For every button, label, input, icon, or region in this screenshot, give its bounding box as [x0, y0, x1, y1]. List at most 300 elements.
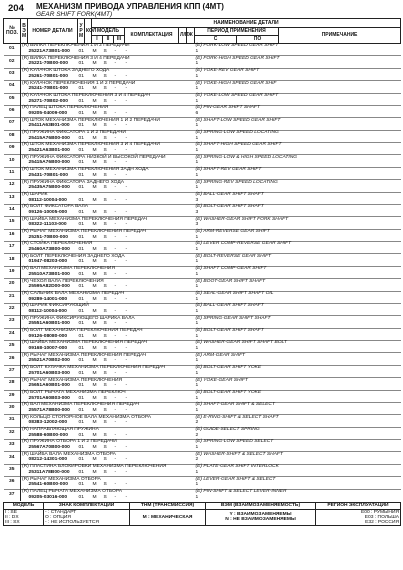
row-name-en: (E) PIN-SHIFT & SELECT LEVER-INNER: [195, 489, 401, 495]
row-kit: -: [125, 197, 128, 203]
row-position: 17: [4, 242, 21, 254]
row-model-1: M: [92, 420, 97, 426]
row-model-2: S: [103, 494, 107, 500]
row-position: 26: [4, 353, 21, 365]
row-model-2: S: [103, 61, 107, 67]
row-qty: 1: [195, 172, 199, 178]
row-position: 24: [4, 328, 21, 340]
row-name-ru: (R) САЛЬНИК ВАЛА МЕХАНИЗМА ПЕРЕДАЧ: [21, 291, 179, 297]
header-pos: № ПОЗ.: [4, 19, 21, 44]
row-name-en: (E) SHAFT-HIGH SPEED GEAR SHIFT: [195, 143, 401, 149]
row-name-en: (E) BOOT-GEAR SHIFT SHAFT: [195, 279, 401, 285]
row-model-3: -: [114, 494, 117, 500]
row-name-en: (E) ARM-GEAR SHIFT: [195, 353, 401, 359]
row-model-3: -: [114, 110, 117, 116]
header-from: С: [195, 36, 237, 44]
row-model-1: M: [92, 308, 97, 314]
row-qty: 2: [195, 420, 199, 426]
row-urm: 01: [78, 469, 84, 475]
row-model-1: M: [92, 469, 97, 475]
row-name-ru: (R) БОЛТ ПЕРЕКЛЮЧЕНИЯ ЗАДНЕГО ХОДА: [21, 254, 179, 260]
page-subtitle: GEAR SHIFT FORK(4MT): [36, 11, 113, 18]
header-model-3: III: [114, 36, 125, 44]
row-part-number: 25571A78B00-000: [28, 407, 70, 413]
row-model-1: M: [92, 407, 97, 413]
row-kit: -: [125, 271, 128, 277]
parts-rows: [4, 44, 401, 501]
row-position: 33: [4, 440, 21, 452]
row-qty: 2: [195, 432, 199, 438]
row-position: 35: [4, 464, 21, 476]
row-model-3: -: [114, 383, 117, 389]
row-model-1: M: [92, 123, 97, 129]
row-urm: 01: [78, 333, 84, 339]
row-name-en: (E) BOLT-GEAR SHIFT YOKE: [195, 365, 401, 371]
row-urm: 01: [78, 321, 84, 327]
header-vem: В Э М: [21, 19, 28, 44]
row-urm: 01: [78, 185, 84, 191]
row-name-ru: (R) РЫЧАГ МЕХАНИЗМА ПЕРЕКЛЮЧЕНИЯ: [21, 378, 179, 384]
header-note: ПРИМЕЧАНИЕ: [279, 28, 401, 44]
row-part-number: 25421A63B01-000: [28, 148, 70, 154]
row-kit: -: [125, 383, 128, 389]
row-model-3: -: [114, 271, 117, 277]
row-name-ru: (R) ВИЛКА ПЕРЕКЛЮЧЕНИЯ 1 И 2 ПЕРЕДАЧИ: [21, 44, 179, 50]
row-qty: 1: [195, 296, 199, 302]
row-position: 20: [4, 279, 21, 291]
row-urm: 01: [78, 160, 84, 166]
row-urm: 01: [78, 148, 84, 154]
row-name-ru: (R) ШАЙБА МЕХАНИЗМА ПЕРЕКЛЮЧЕНИЯ ПЕРЕДАЧ: [21, 217, 179, 223]
row-position: 23: [4, 316, 21, 328]
row-urm: 01: [78, 123, 84, 129]
row-model-2: S: [103, 123, 107, 129]
row-kit: -: [125, 370, 128, 376]
row-name-ru: (R) КУЛАЧОК ШТОКА ПЕРЕКЛЮЧЕНИЯ 3 И 4 ПЕРЕДАЧ: [21, 93, 179, 99]
row-model-1: M: [92, 73, 97, 79]
row-urm: 01: [78, 234, 84, 240]
row-name-en: (E) E-RING-SHIFT & SELECT SHAFT: [195, 415, 401, 421]
row-model-3: -: [114, 407, 117, 413]
row-name-en: (E) SHAFT-LOW SPEED GEAR SHIFT: [195, 118, 401, 124]
row-name-ru: (R) БОЛТ РЫЧАГА МЕХАНИЗМА ПЕРЕКЛЮЧ: [21, 390, 179, 396]
row-model-2: S: [103, 209, 107, 215]
page-number: 204: [8, 3, 24, 14]
row-model-3: -: [114, 86, 117, 92]
row-name-ru: (R) КУЛАЧОК ПЕРЕКЛЮЧЕНИЯ 1 И 2 ПЕРЕДАЧИ: [21, 81, 179, 87]
row-position: 07: [4, 118, 21, 130]
row-qty: 1: [195, 271, 199, 277]
row-model-1: M: [92, 185, 97, 191]
row-name-en: (E) YOKE-REV GEAR SHIFT: [195, 68, 401, 74]
row-position: 03: [4, 68, 21, 80]
row-qty: 1: [195, 98, 199, 104]
row-qty: 1: [195, 259, 199, 265]
row-qty: 1: [195, 482, 199, 488]
header-model-2: II: [103, 36, 114, 44]
row-urm: 01: [78, 420, 84, 426]
row-model-1: M: [92, 222, 97, 228]
row-name-en: (E) GUIDE-SELECT SPRING: [195, 427, 401, 433]
row-model-2: S: [103, 222, 107, 228]
row-model-2: S: [103, 358, 107, 364]
row-kit: -: [125, 407, 128, 413]
row-position: 05: [4, 93, 21, 105]
row-model-3: -: [114, 358, 117, 364]
row-model-1: M: [92, 346, 97, 352]
row-model-1: M: [92, 197, 97, 203]
row-part-number: 25567A70B00-000: [28, 445, 70, 451]
row-name-ru: (R) ПРУЖИНА ФИКСАТОРА НИЗКОЙ И ВЫСОКОЙ ПЕРЕДАЧИ: [21, 155, 179, 161]
legend-header-kit: ЗНАК КОМПЛЕКТАЦИИ: [44, 502, 130, 509]
row-kit: -: [125, 432, 128, 438]
row-model-1: M: [92, 358, 97, 364]
row-name-ru: (R) ПРУЖИНА ФИКСИРУЮЩЕГО ШАРИКА ВАЛА: [21, 316, 179, 322]
row-model-1: M: [92, 209, 97, 215]
page-title: МЕХАНИЗМ ПРИВОДА УПРАВЛЕНИЯ КПП (4МТ): [36, 2, 224, 11]
row-urm: 01: [78, 271, 84, 277]
row-position: 14: [4, 204, 21, 216]
row-position: 13: [4, 192, 21, 204]
row-part-number: 25595A82D00-000: [28, 284, 70, 290]
row-model-3: -: [114, 61, 117, 67]
row-model-3: -: [114, 222, 117, 228]
row-part-number: 09126-08080-000: [28, 333, 68, 339]
row-urm: 01: [78, 308, 84, 314]
row-kit: -: [125, 123, 128, 129]
row-model-2: S: [103, 407, 107, 413]
row-name-ru: (R) ПЛАСТИНА БЛОКИРОВКИ МЕХАНИЗМА ПЕРЕКЛЮЧЕНИЯ: [21, 464, 179, 470]
row-qty: 1: [195, 308, 199, 314]
row-name-en: (E) PIN-GEAR SHIFT SHAFT: [195, 105, 401, 111]
row-part-number: 25431-70B01-000: [28, 172, 68, 178]
row-position: 02: [4, 56, 21, 68]
legend-models: I : SE II : DX III : SX: [4, 509, 44, 525]
row-position: 29: [4, 390, 21, 402]
row-urm: 01: [78, 494, 84, 500]
row-model-2: S: [103, 98, 107, 104]
row-model-1: M: [92, 296, 97, 302]
row-part-number: 25701A60B03-000: [28, 395, 70, 401]
row-qty: 2: [195, 457, 199, 463]
row-model-2: S: [103, 172, 107, 178]
row-qty: 1: [195, 61, 199, 67]
row-name-en: (E) ARM-REVERSE GEAR SHIFT: [195, 229, 401, 235]
row-part-number: 25261-70B01-000: [28, 73, 68, 79]
row-urm: 01: [78, 284, 84, 290]
header-description: НАИМЕНОВАНИЕ ДЕТАЛИ: [92, 19, 401, 28]
row-position: 28: [4, 378, 21, 390]
row-qty: 3: [195, 209, 199, 215]
row-model-2: S: [103, 49, 107, 55]
row-position: 25: [4, 341, 21, 353]
row-model-3: -: [114, 135, 117, 141]
row-kit: -: [125, 296, 128, 302]
row-qty: 1: [195, 333, 199, 339]
row-part-number: 25521A70B02-000: [28, 358, 70, 364]
row-part-number: 09289-14001-000: [28, 296, 68, 302]
row-kit: -: [125, 73, 128, 79]
row-urm: 01: [78, 222, 84, 228]
row-name-en: (E) SPRING-REV SPEED LOCATING: [195, 180, 401, 186]
row-model-1: M: [92, 321, 97, 327]
row-name-en: (E) WASHER-GEAR SHIFT FORK SHAFT: [195, 217, 401, 223]
legend-header-interchange: ВЭМ (ВЗАИМОЗАМЕНЯЕМОСТЬ): [206, 502, 316, 509]
row-qty: 1: [195, 346, 199, 352]
row-qty: 1: [195, 234, 199, 240]
row-kit: -: [125, 234, 128, 240]
row-urm: 01: [78, 259, 84, 265]
row-model-3: -: [114, 172, 117, 178]
row-name-ru: (R) РЫЧАГ МЕХАНИЗМА ПЕРЕКЛЮЧЕНИЯ ПЕРЕДАЧ: [21, 229, 179, 235]
legend-table: [3, 502, 401, 526]
row-part-number: 25588-60B00-000: [28, 432, 68, 438]
row-urm: 01: [78, 135, 84, 141]
row-urm: 01: [78, 296, 84, 302]
row-name-ru: (R) БОЛТ КУЛАЧКА МЕХАНИЗМА ПЕРЕКЛЮЧЕНИЯ ПЕРЕДАЧ: [21, 365, 179, 371]
row-name-ru: (R) КОЛЬЦО СТОПОРНОЕ ВАЛА МЕХАНИЗМА ОТБОРА: [21, 415, 179, 421]
row-qty: 1: [195, 407, 199, 413]
row-model-1: M: [92, 234, 97, 240]
row-part-number: 08112-10004-000: [28, 308, 67, 314]
header-lr: Л/П: [179, 28, 187, 44]
row-qty: 1: [195, 321, 199, 327]
row-model-2: S: [103, 271, 107, 277]
row-part-number: 25411A63B01-000: [28, 123, 70, 129]
legend-regions: E00 : РУМЫНИЯ E03 : ПОЛЬША E32 : РОССИЯ: [316, 509, 401, 525]
row-position: 19: [4, 266, 21, 278]
row-model-3: -: [114, 209, 117, 215]
row-urm: 01: [78, 61, 84, 67]
row-model-1: M: [92, 333, 97, 339]
row-part-number: 09205-04009-000: [28, 110, 68, 116]
row-part-number: 25221-70B00-000: [28, 61, 68, 67]
row-model-1: M: [92, 86, 97, 92]
row-part-number: 01947-08203-000: [28, 259, 68, 265]
row-model-2: S: [103, 457, 107, 463]
row-qty: 1: [195, 160, 199, 166]
row-urm: 01: [78, 197, 84, 203]
row-name-ru: (R) РЫЧАГ МЕХАНИЗМА ОТБОРА: [21, 477, 179, 483]
row-part-number: 25241-70B01-000: [28, 86, 68, 92]
row-model-3: -: [114, 432, 117, 438]
row-name-ru: (R) ПРУЖИНА ФИКСАТОРА ЗАДНЕГО ХОДА: [21, 180, 179, 186]
row-part-number: 25651A60B01-000: [28, 383, 70, 389]
row-urm: 01: [78, 98, 84, 104]
row-urm: 01: [78, 383, 84, 389]
row-model-3: -: [114, 370, 117, 376]
header-part-number: НОМЕР ДЕТАЛИ: [28, 19, 78, 44]
row-model-3: -: [114, 420, 117, 426]
row-name-ru: (R) НАПРАВЛЯЮЩАЯ ПРУЖИНА: [21, 427, 179, 433]
row-model-2: S: [103, 333, 107, 339]
row-model-2: S: [103, 482, 107, 488]
row-kit: -: [125, 395, 128, 401]
row-part-number: 25435A75B00-000: [28, 185, 70, 191]
row-model-1: M: [92, 284, 97, 290]
row-model-2: S: [103, 321, 107, 327]
row-kit: -: [125, 49, 128, 55]
row-position: 18: [4, 254, 21, 266]
row-qty: 1: [195, 86, 199, 92]
row-name-ru: (R) ШАРИК ФИКСИРУЮЩИЙ: [21, 303, 179, 309]
row-model-1: M: [92, 135, 97, 141]
row-model-1: M: [92, 445, 97, 451]
row-model-2: S: [103, 395, 107, 401]
row-model-2: S: [103, 185, 107, 191]
row-model-2: S: [103, 110, 107, 116]
row-name-en: (E) SPRING-LOW SPEED SELECT: [195, 440, 401, 446]
row-part-number: 25701A60B03-000: [28, 370, 70, 376]
legend-header-model: МОДЕЛЬ: [4, 502, 44, 509]
row-model-1: M: [92, 395, 97, 401]
row-model-3: -: [114, 308, 117, 314]
row-name-en: (E) BOLT-GEAR SHIFT SHAFT: [195, 204, 401, 210]
row-name-ru: (R) ПАЛЕЦ ШТОКА ПЕРЕКЛЮЧЕНИЯ: [21, 105, 179, 111]
row-model-1: M: [92, 49, 97, 55]
row-part-number: 25221A73B01-000: [28, 49, 70, 55]
row-kit: -: [125, 333, 128, 339]
row-kit: -: [125, 135, 128, 141]
row-urm: 01: [78, 247, 84, 253]
row-model-2: S: [103, 469, 107, 475]
row-name-en: (E) YOKE-HIGH SPEED GEAR SHIF: [195, 81, 401, 87]
row-position: 34: [4, 452, 21, 464]
parts-sheet: [3, 18, 400, 566]
row-part-number: 09126-10005-000: [28, 209, 68, 215]
row-model-1: M: [92, 432, 97, 438]
row-position: 36: [4, 477, 21, 489]
row-kit: -: [125, 346, 128, 352]
row-qty: 1: [195, 247, 199, 253]
row-model-3: -: [114, 98, 117, 104]
table-row-detail: [4, 495, 401, 501]
row-kit: -: [125, 209, 128, 215]
row-position: 15: [4, 217, 21, 229]
row-urm: 01: [78, 209, 84, 215]
row-model-3: -: [114, 457, 117, 463]
row-qty: 1: [195, 445, 199, 451]
row-kit: -: [125, 321, 128, 327]
row-part-number: 25541-60B00-000: [28, 482, 68, 488]
row-name-en: (E) SEAL-GEAR SHIFT SHAFT OIL: [195, 291, 401, 297]
row-position: 32: [4, 427, 21, 439]
row-name-en: (E) BOLT-REVERSE GEAR SHIFT: [195, 254, 401, 260]
row-position: 09: [4, 143, 21, 155]
row-position: 04: [4, 81, 21, 93]
row-kit: -: [125, 494, 128, 500]
row-name-en: (E) SPRING-LOW & HIGH SPEED LOCATING: [195, 155, 401, 161]
row-model-3: -: [114, 197, 117, 203]
row-model-2: S: [103, 420, 107, 426]
row-qty: 1: [195, 358, 199, 364]
row-name-en: (E) WASHER-GEAR SHIFT SHAFT BOLT: [195, 341, 401, 347]
row-model-2: S: [103, 432, 107, 438]
row-kit: -: [125, 160, 128, 166]
row-model-2: S: [103, 135, 107, 141]
row-urm: 01: [78, 86, 84, 92]
row-qty: 1: [195, 494, 199, 500]
row-name-en: (E) YOKE-LOW SPEED GEAR SHIFT: [195, 93, 401, 99]
row-qty: 1: [195, 123, 199, 129]
row-name-ru: (R) ВАЛ МЕХАНИЗМА ПЕРЕКЛЮЧЕНИЯ: [21, 266, 179, 272]
row-model-3: -: [114, 284, 117, 290]
header-gear: Ж: [187, 28, 195, 44]
row-model-2: S: [103, 234, 107, 240]
row-model-3: -: [114, 445, 117, 451]
row-kit: -: [125, 469, 128, 475]
row-qty: 1: [195, 383, 199, 389]
row-kit: -: [125, 445, 128, 451]
row-name-en: (E) FORK-LOW SPEED GEAR SHIFT: [195, 44, 401, 50]
row-qty: 1: [195, 185, 199, 191]
row-model-1: M: [92, 370, 97, 376]
row-name-ru: (R) ШТОК МЕХАНИЗМА ПЕРЕКЛЮЧЕНИЯ 1 И 2 ПЕРЕДАЧИ: [21, 118, 179, 124]
row-name-en: (E) BOLT-GEAR SHIFT SHAFT: [195, 328, 401, 334]
row-position: 10: [4, 155, 21, 167]
row-qty: 1: [195, 395, 199, 401]
row-name-ru: (R) ШАЙБА ВАЛА МЕХАНИЗМА ОТБОРА: [21, 452, 179, 458]
row-model-3: -: [114, 247, 117, 253]
row-name-en: (E) SHAFT COMP-GEAR SHIFT: [195, 266, 401, 272]
header-model: МОДЕЛЬ: [92, 28, 125, 36]
row-urm: 01: [78, 49, 84, 55]
row-model-1: M: [92, 172, 97, 178]
row-model-2: S: [103, 148, 107, 154]
row-model-1: M: [92, 457, 97, 463]
row-model-1: M: [92, 259, 97, 265]
row-model-1: M: [92, 148, 97, 154]
header-kit: КОМПЛЕКТАЦИЯ: [125, 28, 179, 44]
row-name-ru: (R) ШТОК МЕХАНИЗМА ПЕРЕКЛЮЧЕНИЯ 3 И 4 ПЕРЕДАЧИ: [21, 143, 179, 149]
row-position: 22: [4, 303, 21, 315]
row-kit: -: [125, 308, 128, 314]
row-model-3: -: [114, 160, 117, 166]
row-part-number: 25460A73B00-000: [28, 247, 70, 253]
row-model-1: M: [92, 110, 97, 116]
row-name-ru: (R) БОЛТ ФИКСАТОРА ВАЛА: [21, 204, 179, 210]
row-kit: -: [125, 98, 128, 104]
row-model-3: -: [114, 395, 117, 401]
row-kit: -: [125, 110, 128, 116]
row-kit: -: [125, 185, 128, 191]
row-name-en: (E) BOLT-GEAR SHIFT YOKE: [195, 390, 401, 396]
row-kit: -: [125, 284, 128, 290]
row-name-en: (E) SHAFT-REV GEAR SHIFT: [195, 167, 401, 173]
row-model-3: -: [114, 333, 117, 339]
row-qty: 1: [195, 73, 199, 79]
row-position: 21: [4, 291, 21, 303]
row-model-1: M: [92, 160, 97, 166]
row-part-number: 25551A60B01-000: [28, 321, 70, 327]
row-kit: -: [125, 86, 128, 92]
row-qty: 1: [195, 135, 199, 141]
row-qty: 1: [195, 370, 199, 376]
row-model-1: M: [92, 61, 97, 67]
row-name-ru: (R) ШАРИК: [21, 192, 179, 198]
row-name-ru: (R) ВАЛ МЕХАНИЗМА ПЕРЕКЛЮЧЕНИЯ ПЕРЕДАЧ: [21, 402, 179, 408]
row-urm: 01: [78, 73, 84, 79]
row-position: 27: [4, 365, 21, 377]
header-to: ПО: [237, 36, 279, 44]
row-model-2: S: [103, 86, 107, 92]
row-name-en: (E) LEVER COMP-REVERSE GEAR SHIFT: [195, 242, 401, 248]
row-name-en: (E) SHAFT-GEAR SHIFT & SELECT: [195, 402, 401, 408]
row-part-number: 25415A76B00-000: [28, 160, 70, 166]
header-period: ПЕРИОД ПРИМЕНЕНИЯ: [195, 28, 279, 36]
row-kit: -: [125, 172, 128, 178]
row-qty: 6: [195, 110, 199, 116]
